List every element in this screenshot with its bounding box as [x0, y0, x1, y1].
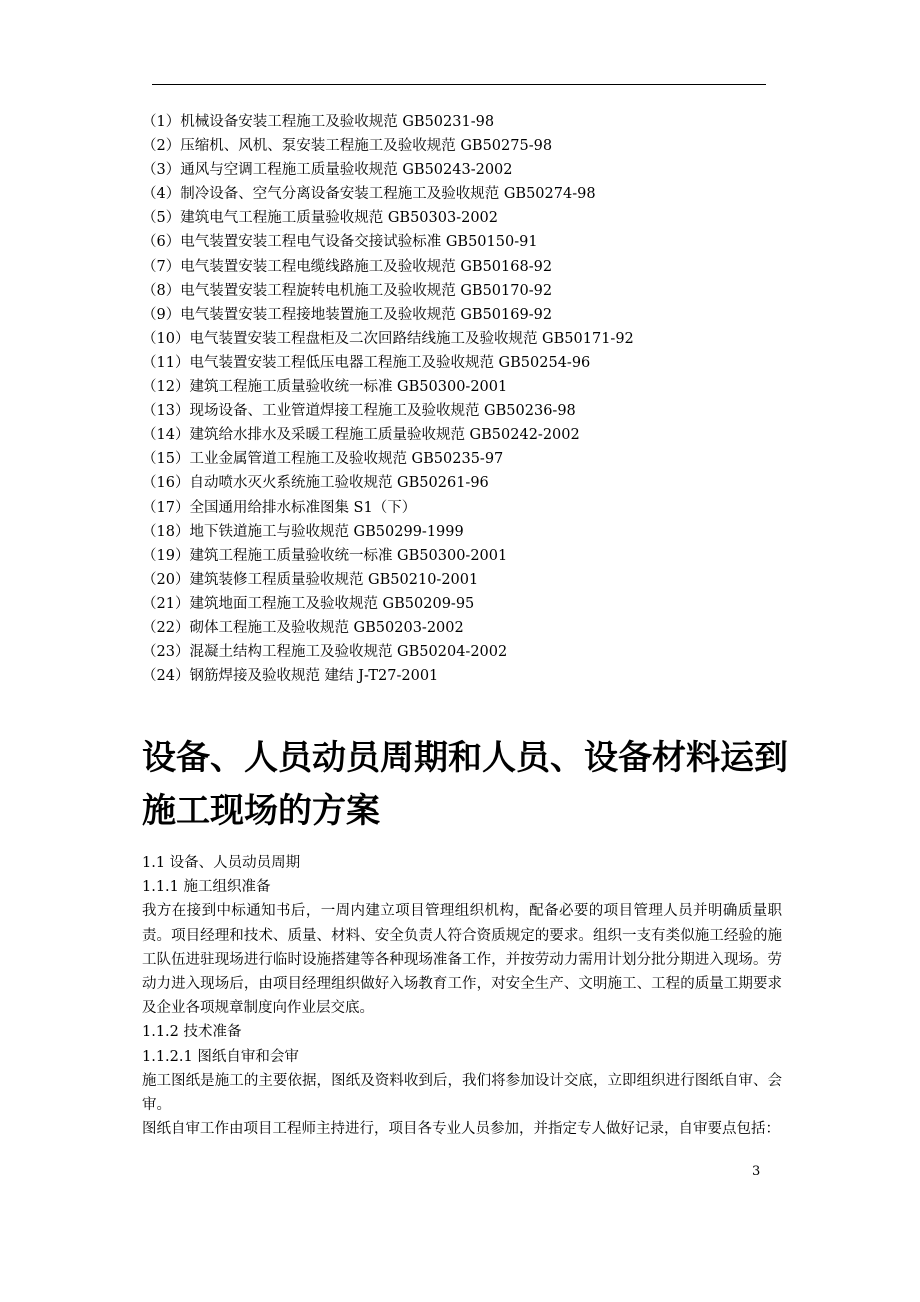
list-item: （18）地下铁道施工与验收规范 GB50299-1999: [142, 523, 464, 540]
section-heading-1-1-2: 1.1.2 技术准备: [142, 1024, 242, 1041]
list-item: （20）建筑装修工程质量验收规范 GB50210-2001: [142, 571, 479, 588]
list-item: （13）现场设备、工业管道焊接工程施工及验收规范 GB50236-98: [142, 403, 576, 420]
list-item: （6）电气装置安装工程电气设备交接试验标准 GB50150-91: [142, 234, 538, 251]
list-item: （4）制冷设备、空气分离设备安装工程施工及验收规范 GB50274-98: [142, 186, 596, 203]
list-item: （9）电气装置安装工程接地装置施工及验收规范 GB50169-92: [142, 306, 553, 323]
list-item: （21）建筑地面工程施工及验收规范 GB50209-95: [142, 595, 475, 612]
page-number: 3: [752, 1164, 761, 1179]
body-text: [142, 851, 782, 1141]
list-item: （3）通风与空调工程施工质量验收规范 GB50243-2002: [142, 162, 513, 179]
list-item: （10）电气装置安装工程盘柜及二次回路结线施工及验收规范 GB50171-92: [142, 330, 634, 347]
paragraph-drawings: 施工图纸是施工的主要依据，图纸及资料收到后，我们将参加设计交底，立即组织进行图纸自审、会审。: [142, 1072, 782, 1114]
list-item: （2）压缩机、风机、泵安装工程施工及验收规范 GB50275-98: [142, 138, 553, 155]
list-item: （17）全国通用给排水标准图集 S1（下）: [142, 499, 417, 516]
standards-list: [142, 110, 792, 688]
list-item: （7）电气装置安装工程电缆线路施工及验收规范 GB50168-92: [142, 258, 553, 275]
list-item: （1）机械设备安装工程施工及验收规范 GB50231-98: [142, 114, 495, 130]
list-item: （19）建筑工程施工质量验收统一标准 GB50300-2001: [142, 547, 508, 564]
section-heading-1-1-2-1: 1.1.2.1 图纸自审和会审: [142, 1048, 299, 1065]
paragraph-organization: 我方在接到中标通知书后，一周内建立项目管理组织机构，配备必要的项目管理人员并明确质量职责。项目经理和技术、质量、材料、安全负责人符合资质规定的要求。组织一支有类似施工经验的施工队伍进驻现场进行临时设施搭建等各种现场准备工作，并按劳动力需用计划分批分期进入现场。劳动力进入现场后，由项目经理组织做好入场教育工作，对安全生产、文明施工、工程的质量工期要求及企业各项规章制度向作业层交底。: [142, 903, 782, 1017]
section-heading-1-1-1: 1.1.1 施工组织准备: [142, 879, 271, 896]
list-item: （16）自动喷水灭火系统施工验收规范 GB50261-96: [142, 475, 489, 492]
list-item: （8）电气装置安装工程旋转电机施工及验收规范 GB50170-92: [142, 282, 553, 299]
list-item: （23）混凝土结构工程施工及验收规范 GB50204-2002: [142, 644, 508, 661]
paragraph-self-review: 图纸自审工作由项目工程师主持进行，项目各专业人员参加，并指定专人做好记录，自审要点包括：: [142, 1121, 780, 1138]
list-item: （24）钢筋焊接及验收规范 建结 J-T27-2001: [142, 668, 439, 685]
list-item: （11）电气装置安装工程低压电器工程施工及验收规范 GB50254-96: [142, 354, 591, 371]
list-item: （14）建筑给水排水及采暖工程施工质量验收规范 GB50242-2002: [142, 427, 580, 444]
section-heading-1-1: 1.1 设备、人员动员周期: [142, 855, 301, 871]
chapter-heading: 设备、人员动员周期和人员、设备材料运到施工现场的方案: [142, 738, 788, 831]
list-item: （12）建筑工程施工质量验收统一标准 GB50300-2001: [142, 379, 508, 396]
list-item: （5）建筑电气工程施工质量验收规范 GB50303-2002: [142, 210, 498, 227]
list-item: （15）工业金属管道工程施工及验收规范 GB50235-97: [142, 451, 504, 468]
list-item: （22）砌体工程施工及验收规范 GB50203-2002: [142, 619, 464, 636]
header-rule: [152, 84, 766, 85]
